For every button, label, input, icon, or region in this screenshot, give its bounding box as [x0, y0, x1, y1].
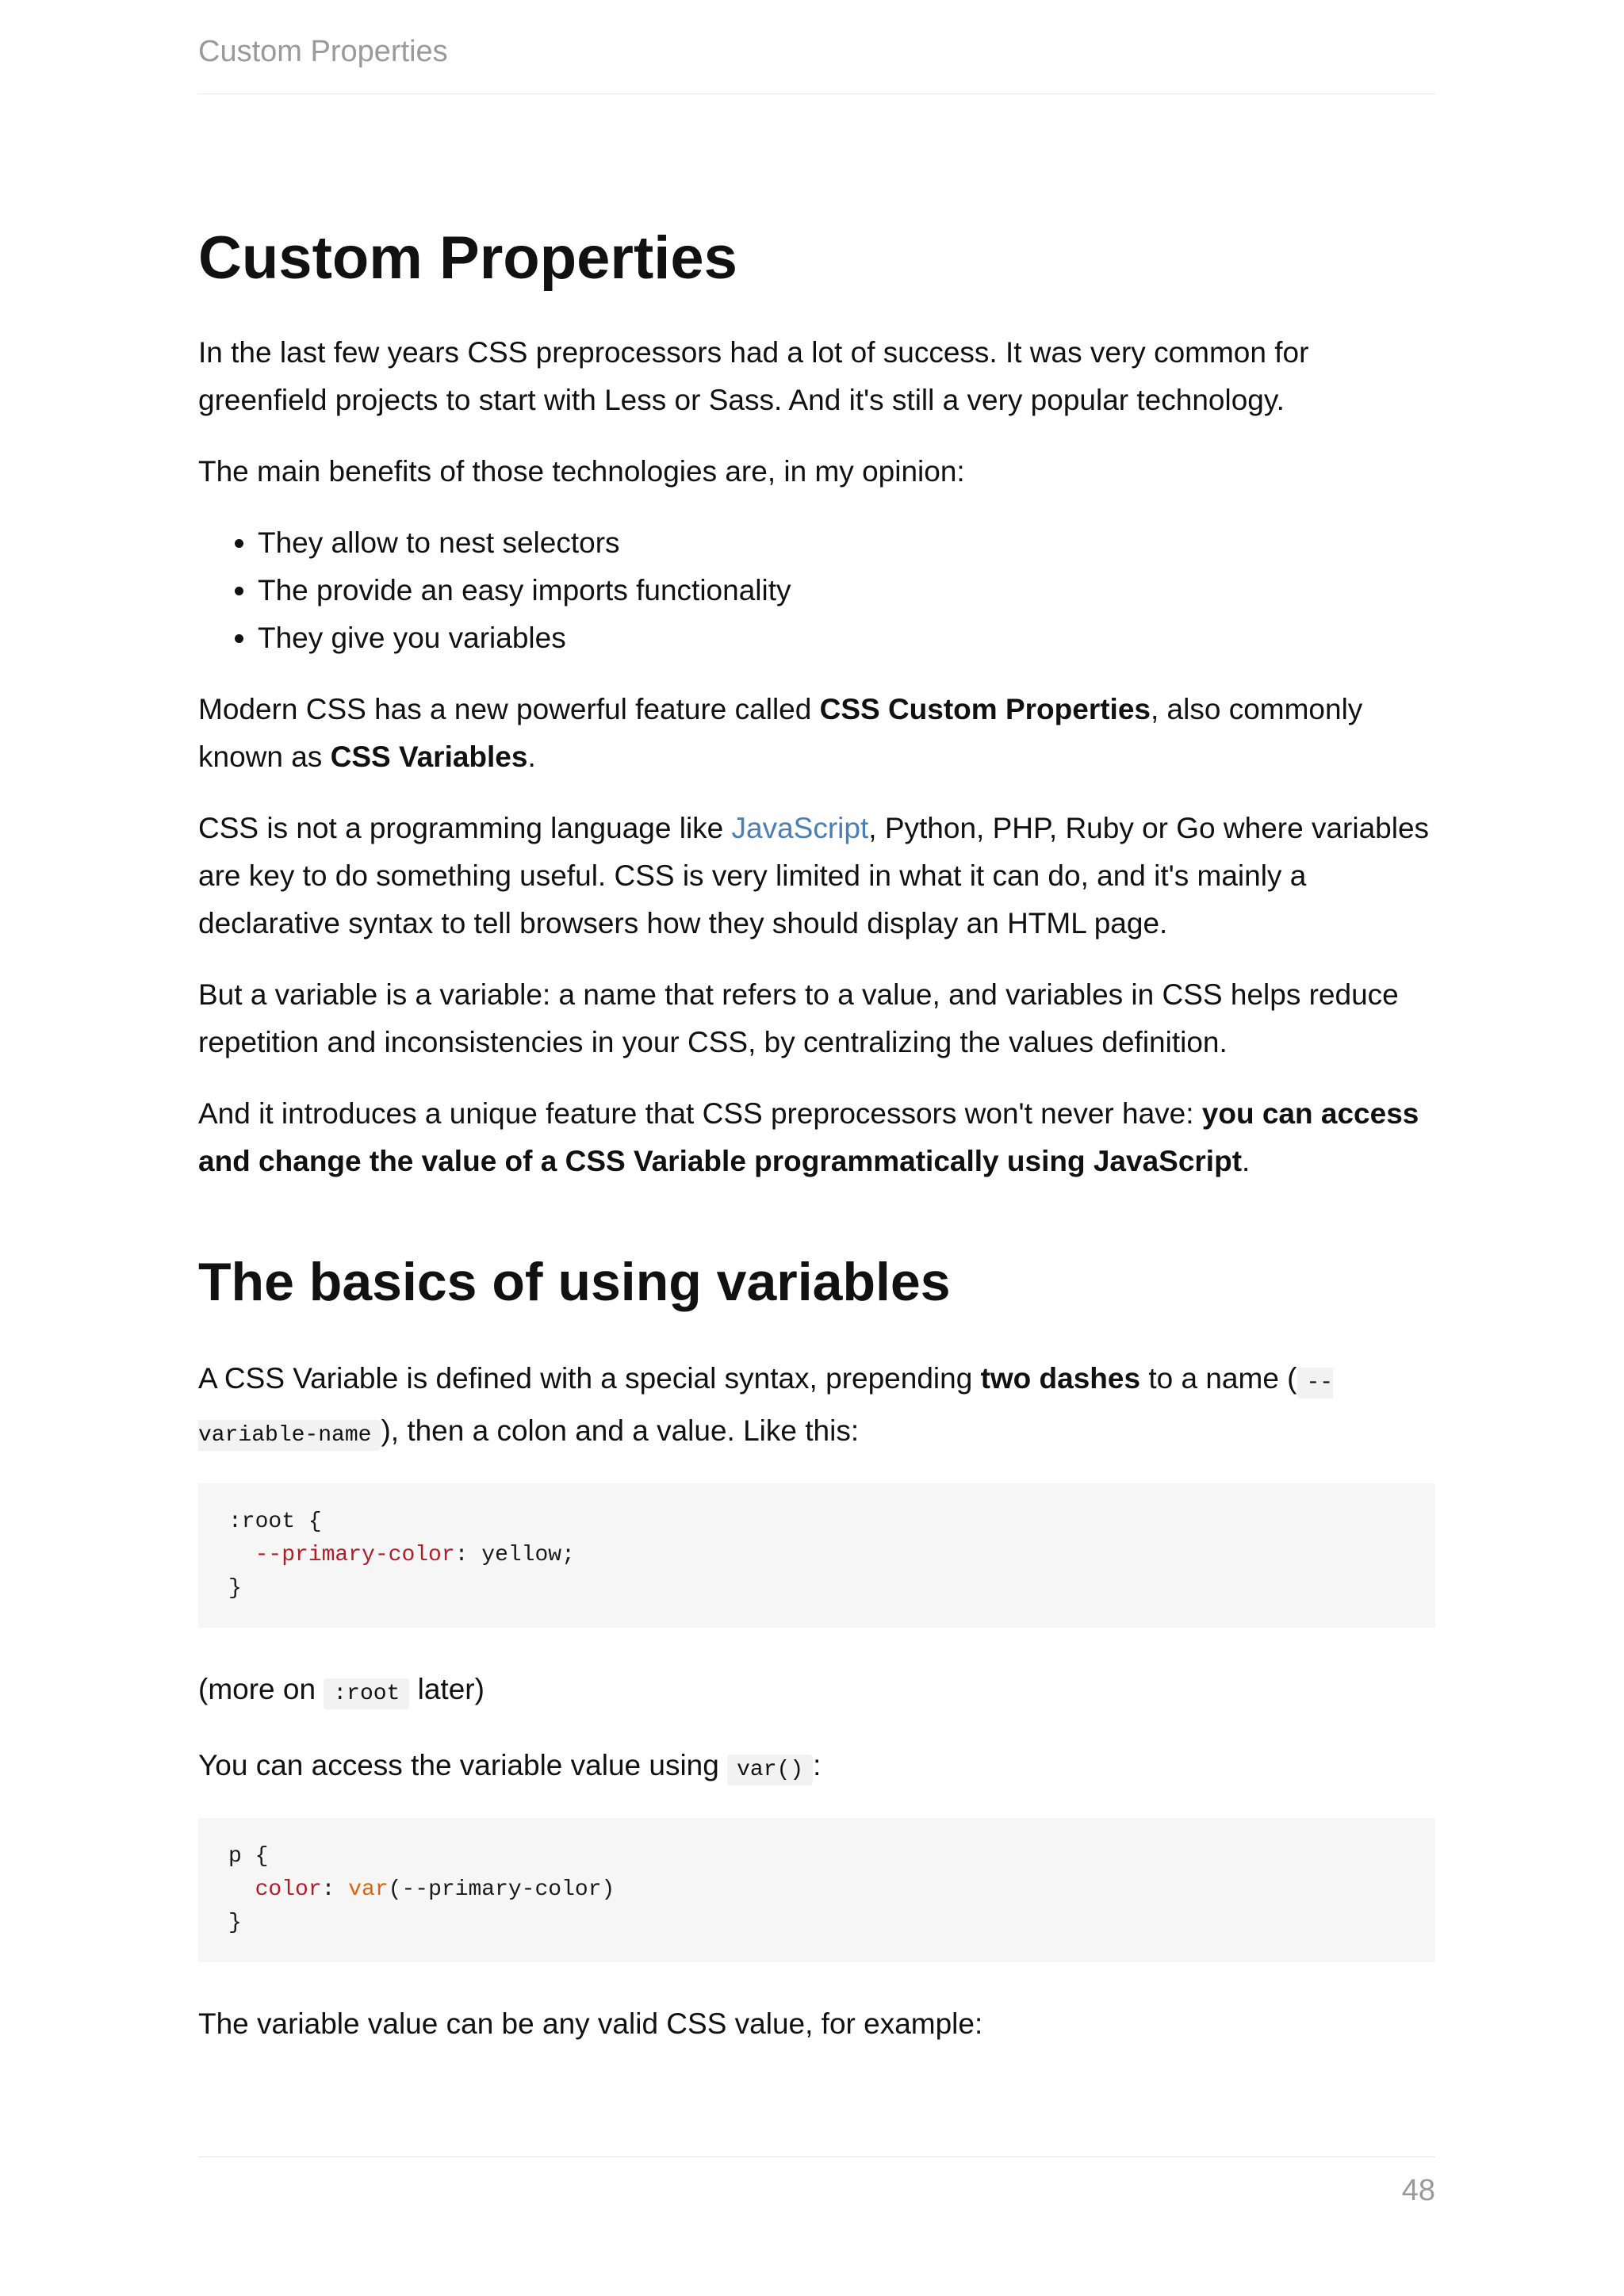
benefits-list [198, 519, 1435, 662]
paragraph-variable: But a variable is a variable: a name that refers to a value, and variables in CSS helps reduce repetition and inconsistencies in your CSS, by centralizing the values definition. [198, 978, 1399, 1059]
code-property: --primary-color [255, 1542, 455, 1567]
code-block [198, 1818, 1435, 1962]
paragraph-intro: In the last few years CSS preprocessors had a lot of success. It was very common for greenfield projects to start with Less or Sass. And it's still a very popular technology. [198, 336, 1309, 417]
paragraph-root-note [198, 1666, 1435, 1718]
text-span: (more on [198, 1672, 324, 1705]
paragraph-unique-feature [198, 1090, 1435, 1185]
bold-text: CSS Variables [330, 740, 528, 774]
code-line: :root { [228, 1509, 322, 1534]
code-property: color [255, 1877, 322, 1902]
code-line: } [228, 1910, 242, 1935]
paragraph-definition [198, 1355, 1435, 1460]
running-header: Custom Properties [198, 35, 448, 68]
code-text: : yellow; [454, 1542, 575, 1567]
code-text: : [321, 1877, 349, 1902]
text-span: You can access the variable value using [198, 1748, 728, 1781]
text-span: And it introduces a unique feature that CSS preprocessors won't never have: [198, 1097, 1202, 1131]
code-line: } [228, 1575, 242, 1601]
footer-divider [198, 2156, 1435, 2157]
paragraph-benefits: The main benefits of those technologies are, in my opinion: [198, 455, 965, 488]
text-span: . [1242, 1145, 1251, 1178]
list-item: • They give you variables [258, 614, 1435, 662]
paragraph-access [198, 1742, 1435, 1794]
bold-text: CSS Custom Properties [819, 693, 1151, 726]
paragraph-programming [198, 805, 1435, 947]
text-span: , also commonly known as [198, 693, 1363, 774]
code-function: var [348, 1877, 389, 1902]
text-span: to a name ( [1140, 1361, 1297, 1395]
text-span: . [527, 740, 536, 774]
section-title: The basics of using variables [198, 1252, 951, 1313]
code-block [198, 1483, 1435, 1628]
text-span: ), then a colon and a value. Like this: [381, 1414, 860, 1447]
inline-code: --variable-name [198, 1368, 1333, 1451]
paragraph-modern-css [198, 686, 1435, 781]
page-content [198, 222, 1435, 2072]
code-line: p { [228, 1843, 269, 1869]
chapter-title: Custom Properties [198, 224, 737, 292]
list-item: • The provide an easy imports functionality [258, 567, 1435, 614]
list-item: • They allow to nest selectors [258, 519, 1435, 567]
bold-text: you can access and change the value of a CSS Variable programmatically using JavaScript [198, 1097, 1419, 1178]
javascript-link[interactable]: JavaScript [731, 812, 869, 845]
text-span: : [813, 1748, 822, 1781]
paragraph-example: The variable value can be any valid CSS value, for example: [198, 2007, 983, 2040]
text-span: CSS is not a programming language like [198, 812, 732, 845]
text-span: Modern CSS has a new powerful feature called [198, 693, 820, 726]
page-number: 48 [1401, 2174, 1435, 2207]
bold-text: two dashes [980, 1361, 1141, 1395]
text-span: , Python, PHP, Ruby or Go where variables are key to do something useful. CSS is very limited in what it can do, and it's mainly a declarative syntax to tell browsers how they should display an HTML page. [198, 812, 1430, 940]
text-span: A CSS Variable is defined with a special syntax, prepending [198, 1361, 981, 1395]
inline-code: var() [727, 1755, 813, 1785]
code-text: (--primary-color) [388, 1877, 615, 1902]
inline-code: :root [324, 1678, 409, 1709]
text-span: later) [409, 1672, 485, 1705]
